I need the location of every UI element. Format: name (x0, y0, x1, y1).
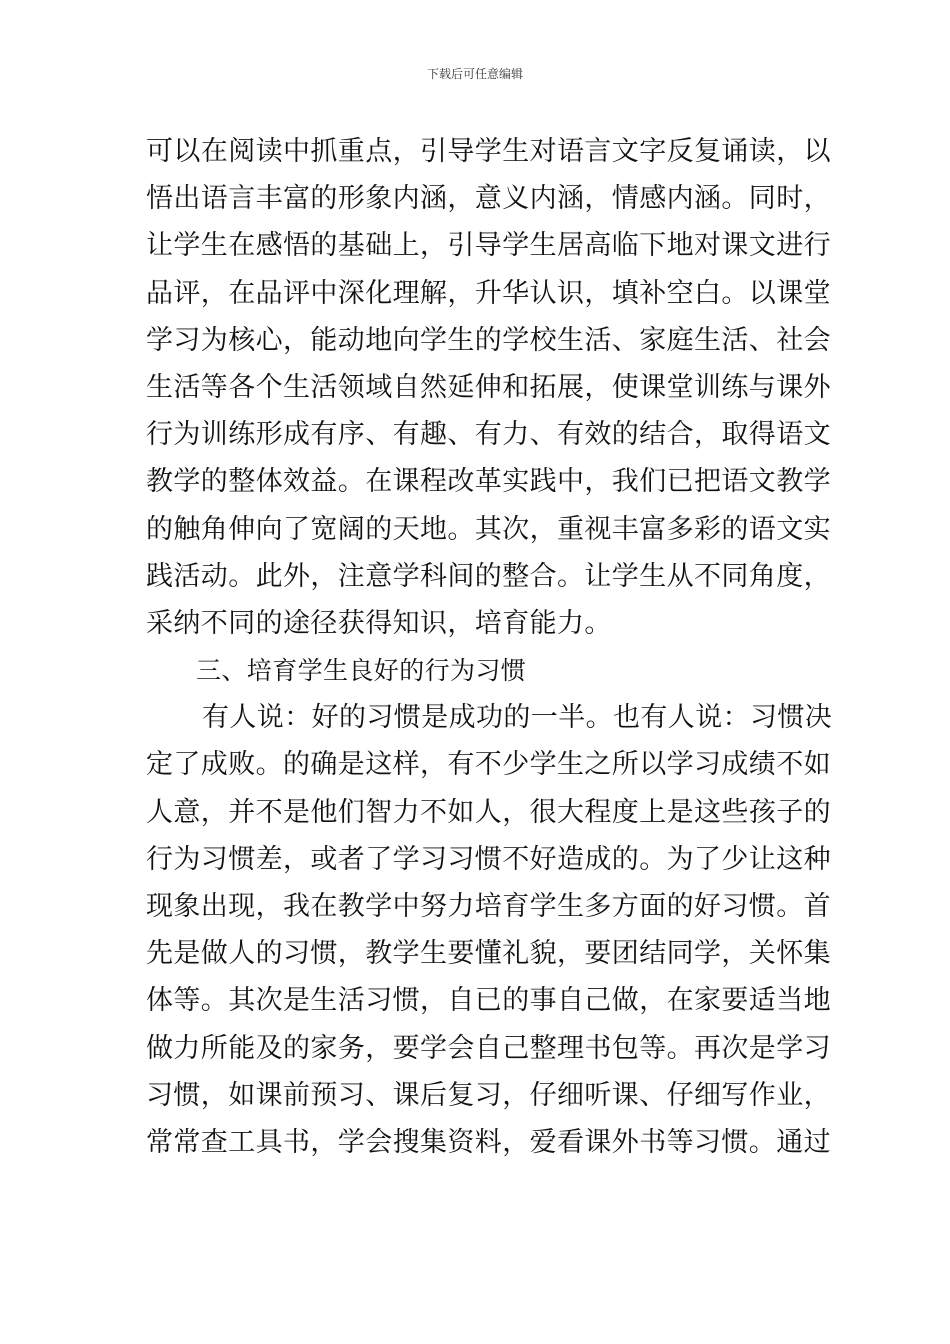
text-line: 有人说：好的习惯是成功的一半。也有人说：习惯决 (202, 702, 833, 734)
text-line: 品评，在品评中深化理解，升华认识，填补空白。以课堂 (146, 277, 831, 309)
text-line: 的触角伸向了宽阔的天地。其次，重视丰富多彩的语文实 (146, 513, 831, 545)
text-line: 教学的整体效益。在课程改革实践中，我们已把语文教学 (146, 466, 831, 498)
text-line: 采纳不同的途径获得知识，培育能力。 (146, 607, 612, 639)
text-line: 习惯，如课前预习、课后复习，仔细听课、仔细写作业， (146, 1079, 831, 1111)
text-line: 生活等各个生活领域自然延伸和拓展，使课堂训练与课外 (146, 371, 831, 403)
text-line: 行为训练形成有序、有趣、有力、有效的结合，取得语文 (146, 419, 831, 451)
text-line: 让学生在感悟的基础上，引导学生居高临下地对课文进行 (146, 230, 831, 262)
text-line: 常常查工具书，学会搜集资料，爱看课外书等习惯。通过 (146, 1126, 831, 1158)
text-line: 可以在阅读中抓重点，引导学生对语言文字反复诵读，以 (146, 136, 831, 167)
text-line: 学习为核心，能动地向学生的学校生活、家庭生活、社会 (146, 324, 831, 356)
text-line: 悟出语言丰富的形象内涵，意义内涵，情感内涵。同时， (146, 183, 831, 215)
text-line: 人意，并不是他们智力不如人，很大程度上是这些孩子的 (146, 796, 831, 828)
text-line: 现象出现，我在教学中努力培育学生多方面的好习惯。首 (146, 891, 831, 922)
page-header: 下载后可任意编辑 (426, 67, 523, 81)
text-line: 践活动。此外，注意学科间的整合。让学生从不同角度， (146, 560, 831, 592)
text-line: 先是做人的习惯，教学生要懂礼貌，要团结同学，关怀集 (146, 938, 831, 970)
section-heading: 三、培育学生良好的行为习惯 (196, 656, 527, 686)
text-line: 行为习惯差，或者了学习习惯不好造成的。为了少让这种 (146, 843, 831, 875)
text-line: 做力所能及的家务，要学会自己整理书包等。再次是学习 (146, 1032, 831, 1064)
document-body (146, 128, 833, 1166)
text-line: 体等。其次是生活习惯，自已的事自己做，在家要适当地 (146, 985, 831, 1017)
text-line: 定了成败。的确是这样，有不少学生之所以学习成绩不如 (146, 749, 831, 781)
